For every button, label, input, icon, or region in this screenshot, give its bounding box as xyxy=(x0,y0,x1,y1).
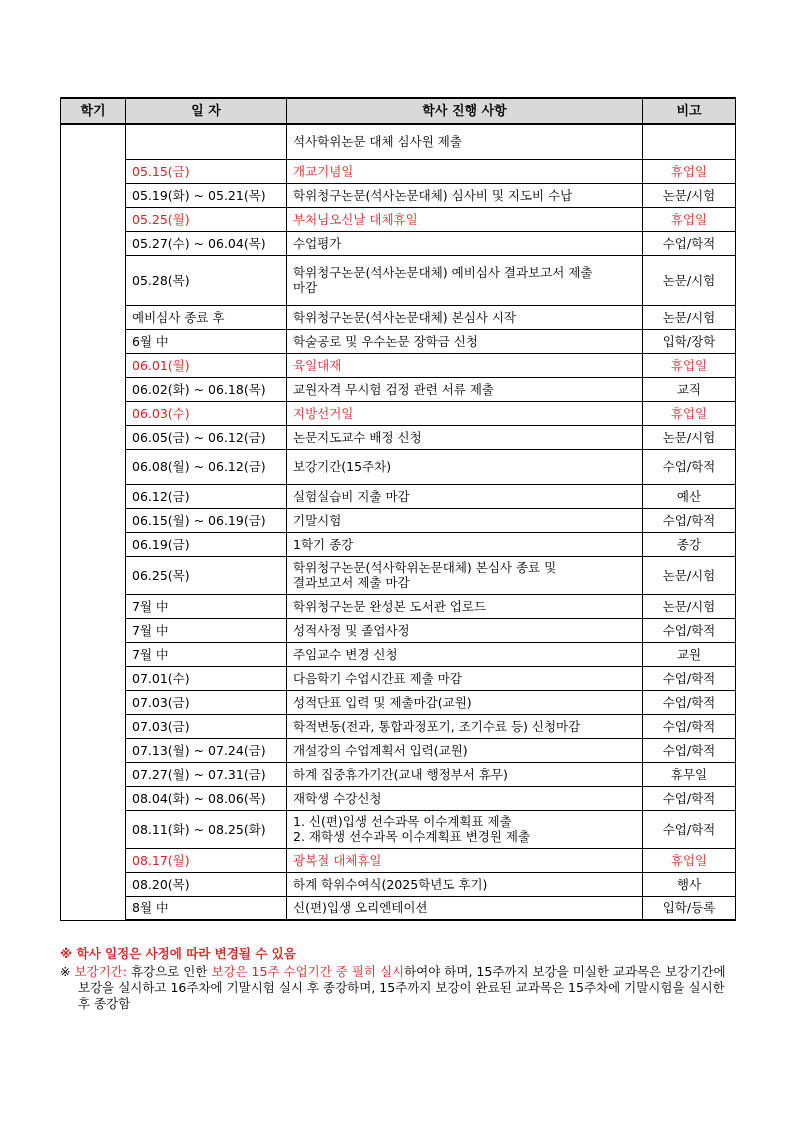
date-cell: 06.02(화) ~ 06.18(목) xyxy=(126,377,287,401)
remark-cell: 행사 xyxy=(643,872,736,896)
remark-cell: 입학/등록 xyxy=(643,896,736,920)
date-cell: 06.19(금) xyxy=(126,532,287,556)
event-line: 기말시험 xyxy=(293,512,342,528)
remark-cell: 휴무일 xyxy=(643,762,736,786)
event-cell xyxy=(287,594,643,618)
table-row xyxy=(61,810,736,848)
date-cell: 08.17(월) xyxy=(126,848,287,872)
event-cell xyxy=(287,508,643,532)
date-cell: 8월 中 xyxy=(126,896,287,920)
date-cell: 08.20(목) xyxy=(126,872,287,896)
remark-cell: 수업/학적 xyxy=(643,786,736,810)
table-header-row xyxy=(61,98,736,124)
date-cell: 예비심사 종료 후 xyxy=(126,305,287,329)
event-cell xyxy=(287,762,643,786)
remark-cell: 논문/시험 xyxy=(643,594,736,618)
table-row xyxy=(61,594,736,618)
event-cell xyxy=(287,896,643,920)
table-row xyxy=(61,714,736,738)
event-cell xyxy=(287,425,643,449)
event-line: 하계 학위수여식(2025학년도 후기) xyxy=(293,876,488,892)
date-cell: 05.25(월) xyxy=(126,207,287,231)
event-cell xyxy=(287,449,643,484)
table-row xyxy=(61,449,736,484)
header-remark: 비고 xyxy=(643,98,736,124)
event-cell xyxy=(287,690,643,714)
event-line: 논문지도교수 배정 신청 xyxy=(293,429,422,445)
event-cell xyxy=(287,532,643,556)
date-cell: 07.03(금) xyxy=(126,714,287,738)
table-row xyxy=(61,556,736,594)
event-line: 석사학위논문 대체 심사원 제출 xyxy=(293,134,462,150)
event-cell xyxy=(287,329,643,353)
event-line: 결과보고서 제출 마감 xyxy=(293,575,410,590)
event-cell xyxy=(287,786,643,810)
header-date: 일 자 xyxy=(126,98,287,124)
table-row xyxy=(61,159,736,183)
remark-cell: 논문/시험 xyxy=(643,305,736,329)
table-row xyxy=(61,231,736,255)
remark-cell: 교직 xyxy=(643,377,736,401)
event-line: 하계 집중휴가기간(교내 행정부서 휴무) xyxy=(293,766,508,782)
note-marker: ※ xyxy=(60,964,75,979)
table-row xyxy=(61,305,736,329)
event-line: 학위청구논문 완성본 도서관 업로드 xyxy=(293,598,487,614)
remark-cell: 수업/학적 xyxy=(643,449,736,484)
event-cell xyxy=(287,231,643,255)
date-cell: 05.28(목) xyxy=(126,255,287,305)
date-cell: 07.13(월) ~ 07.24(금) xyxy=(126,738,287,762)
date-cell: 07.01(수) xyxy=(126,666,287,690)
remark-cell: 입학/장학 xyxy=(643,329,736,353)
table-row xyxy=(61,124,736,159)
event-line: 학위청구논문(석사논문대체) 심사비 및 지도비 수납 xyxy=(293,187,573,203)
event-cell xyxy=(287,556,643,594)
remark-cell: 예산 xyxy=(643,484,736,508)
event-cell xyxy=(287,159,643,183)
event-line: 보강기간(15주차) xyxy=(293,459,392,474)
event-cell xyxy=(287,255,643,305)
remark-cell xyxy=(643,124,736,159)
note-text-2: 하여야 하며, 15주까지 보강을 미실한 교과목은 보강기간에 보강을 실시하고 16주차에 기말시험 실시 후 종강하며, 15주까지 보강이 완료된 교과목은 15주차에 기말시험을 실시한 후 종강함 xyxy=(78,964,726,1011)
date-cell: 06.05(금) ~ 06.12(금) xyxy=(126,425,287,449)
event-line: 1학기 종강 xyxy=(293,536,354,552)
remark-cell: 수업/학적 xyxy=(643,231,736,255)
event-line: 성적사정 및 졸업사정 xyxy=(293,622,410,638)
date-cell: 08.04(화) ~ 08.06(목) xyxy=(126,786,287,810)
remark-cell: 수업/학적 xyxy=(643,690,736,714)
remark-cell: 수업/학적 xyxy=(643,508,736,532)
date-cell: 07.03(금) xyxy=(126,690,287,714)
table-row xyxy=(61,532,736,556)
table-row xyxy=(61,690,736,714)
table-row xyxy=(61,329,736,353)
date-cell: 7월 中 xyxy=(126,618,287,642)
table-row xyxy=(61,786,736,810)
table-row xyxy=(61,183,736,207)
remark-cell: 논문/시험 xyxy=(643,183,736,207)
event-cell xyxy=(287,305,643,329)
event-cell xyxy=(287,401,643,425)
event-line: 실험실습비 지출 마감 xyxy=(293,488,410,504)
event-cell xyxy=(287,207,643,231)
event-cell xyxy=(287,618,643,642)
note-text-1: 휴강으로 인한 xyxy=(126,964,212,979)
date-cell: 05.19(화) ~ 05.21(목) xyxy=(126,183,287,207)
date-cell: 06.25(목) xyxy=(126,556,287,594)
remark-cell: 휴업일 xyxy=(643,207,736,231)
remark-cell: 휴업일 xyxy=(643,159,736,183)
makeup-period-note xyxy=(60,964,740,1012)
date-cell: 6월 中 xyxy=(126,329,287,353)
table-row xyxy=(61,642,736,666)
remark-cell: 휴업일 xyxy=(643,848,736,872)
remark-cell: 수업/학적 xyxy=(643,810,736,848)
event-line: 신(편)입생 오리엔테이션 xyxy=(293,900,428,916)
event-line: 개교기념일 xyxy=(293,163,354,179)
table-row xyxy=(61,848,736,872)
event-cell xyxy=(287,353,643,377)
table-row xyxy=(61,666,736,690)
event-cell xyxy=(287,377,643,401)
event-line: 주임교수 변경 신청 xyxy=(293,646,398,662)
table-row xyxy=(61,377,736,401)
table-row xyxy=(61,255,736,305)
event-line: 학적변동(전과, 통합과정포기, 조기수료 등) 신청마감 xyxy=(293,718,581,734)
table-body xyxy=(61,124,736,920)
event-cell xyxy=(287,872,643,896)
date-cell: 7월 中 xyxy=(126,594,287,618)
event-line: 광복절 대체휴일 xyxy=(293,852,382,868)
remark-cell: 수업/학적 xyxy=(643,738,736,762)
table-row xyxy=(61,618,736,642)
event-line: 마감 xyxy=(293,280,318,295)
date-cell: 06.01(월) xyxy=(126,353,287,377)
event-line: 지방선거일 xyxy=(293,405,354,421)
note-label: 보강기간: xyxy=(74,964,127,979)
table-row xyxy=(61,762,736,786)
remark-cell: 종강 xyxy=(643,532,736,556)
event-cell xyxy=(287,484,643,508)
date-cell: 06.08(월) ~ 06.12(금) xyxy=(126,449,287,484)
remark-cell: 수업/학적 xyxy=(643,666,736,690)
event-cell xyxy=(287,183,643,207)
event-line: 육일대재 xyxy=(293,357,342,373)
date-cell: 08.11(화) ~ 08.25(화) xyxy=(126,810,287,848)
table-row xyxy=(61,896,736,920)
remark-cell: 교원 xyxy=(643,642,736,666)
event-line: 교원자격 무시험 검정 관련 서류 제출 xyxy=(293,381,494,397)
table-row xyxy=(61,353,736,377)
event-line: 학술공로 및 우수논문 장학금 신청 xyxy=(293,333,478,349)
date-cell: 06.03(수) xyxy=(126,401,287,425)
remark-cell: 수업/학적 xyxy=(643,618,736,642)
event-line: 학위청구논문(석사논문대체) 본심사 시작 xyxy=(293,309,516,325)
date-cell: 07.27(월) ~ 07.31(금) xyxy=(126,762,287,786)
remark-cell: 휴업일 xyxy=(643,353,736,377)
date-cell: 06.15(월) ~ 06.19(금) xyxy=(126,508,287,532)
date-cell: 06.12(금) xyxy=(126,484,287,508)
event-line: 재학생 수강신청 xyxy=(293,790,382,806)
event-line: 개설강의 수업계획서 입력(교원) xyxy=(293,742,468,758)
table-row xyxy=(61,425,736,449)
event-cell xyxy=(287,738,643,762)
academic-schedule-table xyxy=(60,97,736,921)
table-row xyxy=(61,872,736,896)
date-cell: 7월 中 xyxy=(126,642,287,666)
remark-cell: 논문/시험 xyxy=(643,556,736,594)
event-line: 성적단표 입력 및 제출마감(교원) xyxy=(293,694,472,710)
event-line: 부처님오신날 대체휴일 xyxy=(293,211,418,227)
event-line: 2. 재학생 선수과목 이수계획표 변경원 제출 xyxy=(293,829,531,844)
event-line: 수업평가 xyxy=(293,235,342,251)
remark-cell: 논문/시험 xyxy=(643,425,736,449)
event-cell xyxy=(287,714,643,738)
remark-cell: 수업/학적 xyxy=(643,714,736,738)
event-cell xyxy=(287,642,643,666)
date-cell: 05.15(금) xyxy=(126,159,287,183)
table-row xyxy=(61,401,736,425)
event-line: 학위청구논문(석사학위논문대체) 본심사 종료 및 xyxy=(293,560,557,575)
table-row xyxy=(61,207,736,231)
event-line: 다음학기 수업시간표 제출 마감 xyxy=(293,670,462,686)
note-red-text: 보강은 15주 수업기간 중 필히 실시 xyxy=(211,964,405,979)
notes-section xyxy=(60,946,740,1012)
table-row xyxy=(61,508,736,532)
remark-cell: 휴업일 xyxy=(643,401,736,425)
header-term: 학기 xyxy=(61,98,126,124)
event-cell xyxy=(287,666,643,690)
remark-cell: 논문/시험 xyxy=(643,255,736,305)
header-event: 학사 진행 사항 xyxy=(287,98,643,124)
event-line: 학위청구논문(석사논문대체) 예비심사 결과보고서 제출 xyxy=(293,265,593,280)
event-line: 1. 신(편)입생 선수과목 이수계획표 제출 xyxy=(293,814,512,829)
event-cell xyxy=(287,810,643,848)
term-cell xyxy=(61,124,126,920)
date-cell xyxy=(126,124,287,159)
table-row xyxy=(61,484,736,508)
date-cell: 05.27(수) ~ 06.04(목) xyxy=(126,231,287,255)
table-row xyxy=(61,738,736,762)
event-cell xyxy=(287,848,643,872)
schedule-change-note: ※ 학사 일정은 사정에 따라 변경될 수 있음 xyxy=(60,946,296,961)
event-cell xyxy=(287,124,643,159)
